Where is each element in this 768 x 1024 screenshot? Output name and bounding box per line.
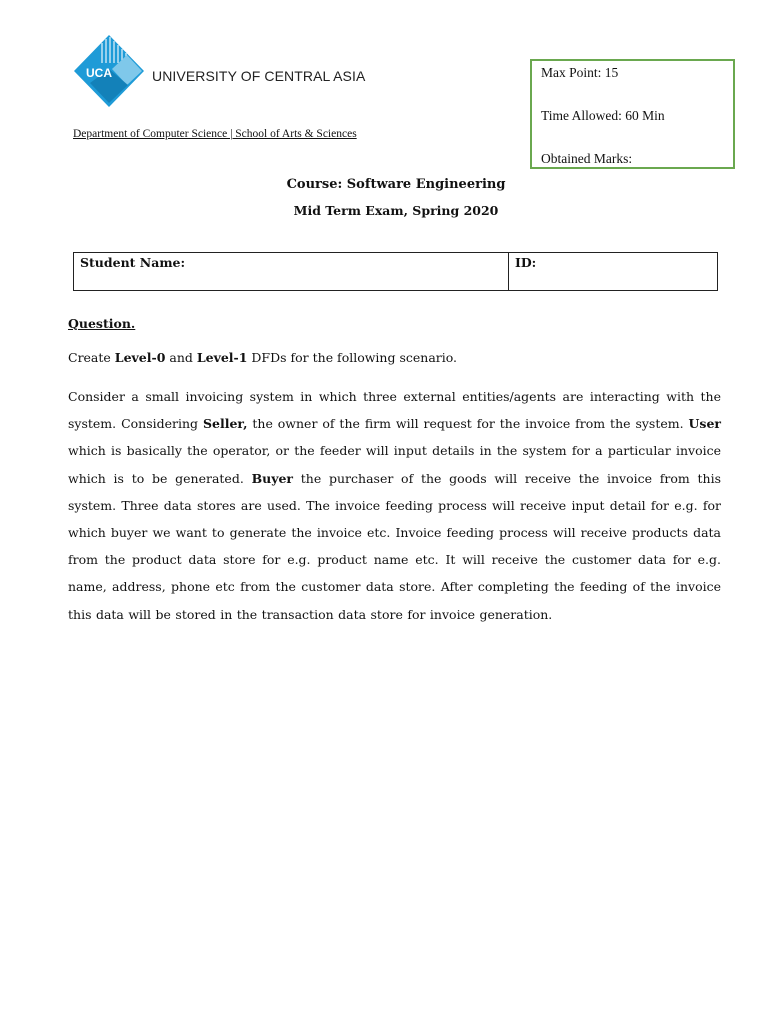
department-line: Department of Computer Science | School of Arts & Sciences [73,128,357,140]
university-logo [72,33,146,109]
student-name-cell[interactable] [74,253,509,290]
obtained-marks: Obtained Marks: [541,151,633,166]
student-id-label: ID: [515,255,537,270]
logo-emblem-icon [72,33,146,109]
time-allowed: Time Allowed: 60 Min [541,108,665,123]
question-heading: Question. [68,316,136,331]
scenario-text: Consider a small invoicing system in which three external entities/agents are interacting with the system. Considering [68,389,721,432]
instruction-bold: Level-1 [196,350,248,365]
logo-text: UCA [86,66,112,80]
marks-box [530,59,735,169]
max-point: Max Point: 15 [541,65,619,80]
instruction-text: Create [68,350,115,365]
student-id-cell[interactable] [509,253,717,290]
course-title: Course: Software Engineering [286,177,506,192]
scenario-bold: User [688,416,721,432]
university-name: UNIVERSITY OF CENTRAL ASIA [152,68,366,84]
instruction-text: DFDs for the following scenario. [247,350,458,365]
scenario-text: the purchaser of the goods will receive the invoice from this system. Three data stores are used. The invoice feeding process will receive input detail for e.g. for which buyer we want to generate the invoice etc. Invoice feeding process will receive products data from the product data store for e.g. product name etc. It will receive the customer data for e.g. name, address, phone etc from the customer data store. After completing the feeding of the invoice this data will be stored in the transaction data store for invoice generation. [68,470,721,622]
scenario-text: the owner of the firm will request for the invoice from the system. [247,416,689,432]
exam-title: Mid Term Exam, Spring 2020 [293,203,499,218]
scenario-paragraph [68,383,721,628]
scenario-bold: Seller, [202,416,248,432]
question-instruction [68,350,457,365]
scenario-bold: Buyer [251,470,294,486]
scenario-text: which is basically the operator, or the feeder will input details in the system for a particular invoice which is to be generated. [68,443,721,486]
instruction-bold: Level-0 [114,350,166,365]
student-name-label: Student Name: [80,255,186,270]
student-info-table [73,252,718,291]
instruction-text: and [165,350,197,365]
